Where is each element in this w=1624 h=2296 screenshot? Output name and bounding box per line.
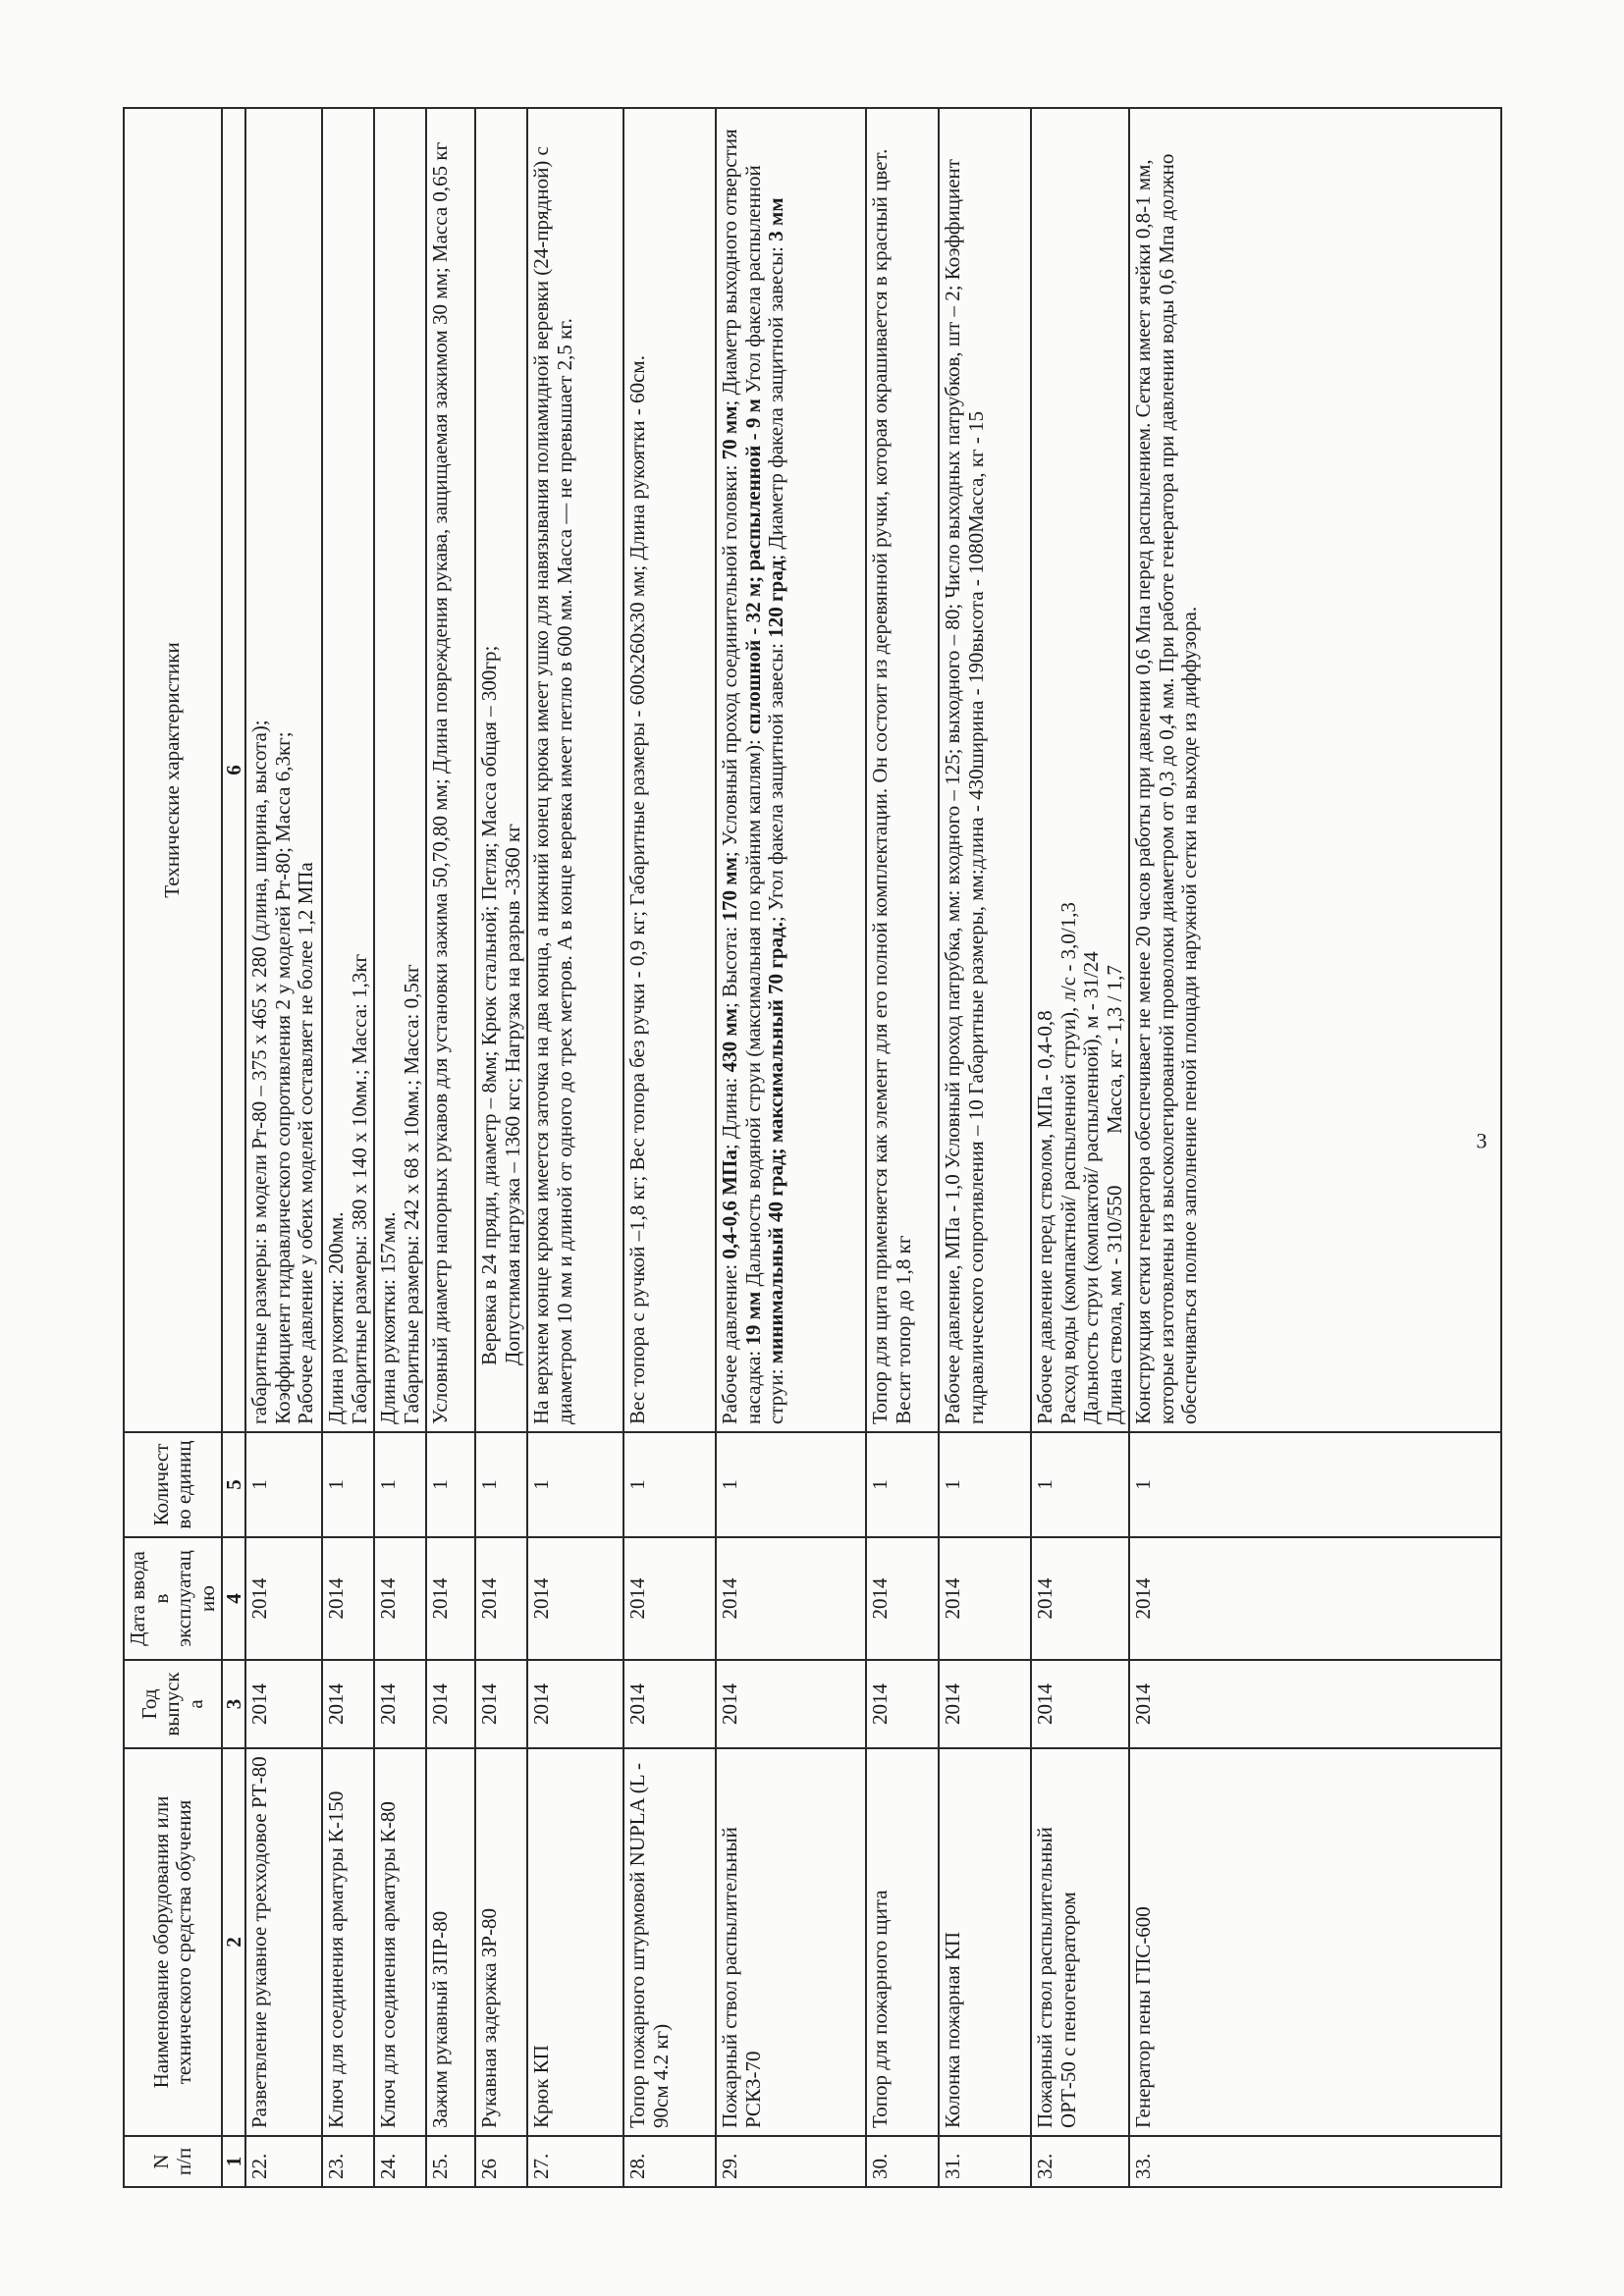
row-tech (426, 108, 475, 1432)
tech-line: Расход воды (компактной/ распыленной струи), л/с - 3,0/1,3 (1056, 902, 1080, 1424)
row-num: 31. (939, 2136, 1031, 2187)
row-year: 2014 (1129, 1660, 1501, 1748)
tech-line: Рабочее давление у обеих моделей составляет не более 1,2 МПа (294, 862, 318, 1424)
tech-text: Допустимая нагрузка – 1360 кгс; Нагрузка на разрыв -3360 кг (500, 824, 524, 1365)
row-qty: 1 (866, 1432, 939, 1537)
tech-line: габаритные размеры: в модели Рт-80 – 375 х 465 х 280 (длина, ширина, высота); (247, 720, 272, 1424)
table-row (1129, 108, 1501, 2187)
row-tech (1031, 108, 1129, 1432)
row-qty: 1 (1129, 1432, 1501, 1537)
tech-part: ; Условный проход соединительной головки: (718, 459, 742, 858)
tech-line: Рабочее давление перед стволом, МПа - 0,4-0,8 (1033, 1010, 1057, 1424)
row-num: 29. (716, 2136, 866, 2187)
row-qty: 1 (322, 1432, 374, 1537)
row-date: 2014 (866, 1537, 939, 1660)
row-name: Крюк КП (527, 1748, 623, 2136)
tech-part-bold: 170 мм (718, 857, 742, 922)
header-num: N п/п (124, 2136, 222, 2187)
row-date: 2014 (939, 1537, 1031, 1660)
col-number: 6 (222, 108, 245, 1432)
col-number: 2 (222, 1748, 245, 2136)
row-num: 27. (527, 2136, 623, 2187)
tech-part-bold: сплошной - 32 м; распыленной - 9 м (740, 399, 765, 734)
row-year: 2014 (716, 1660, 866, 1748)
row-tech (716, 108, 866, 1432)
row-num: 25. (426, 2136, 475, 2187)
col-number: 3 (222, 1660, 245, 1748)
table-row (716, 108, 866, 2187)
row-name: Топор для пожарного щита (866, 1748, 939, 2136)
tech-part: Рабочее давление: (718, 1258, 742, 1424)
header-date: Дата ввода в эксплуатацию (124, 1537, 222, 1660)
row-name: Ключ для соединения арматуры К-150 (322, 1748, 374, 2136)
equipment-table (123, 107, 1502, 2188)
table-row (866, 108, 939, 2187)
row-name: Зажим рукавный ЗПР-80 (426, 1748, 475, 2136)
row-date: 2014 (623, 1537, 716, 1660)
table-row (623, 108, 716, 2187)
row-date: 2014 (716, 1537, 866, 1660)
row-date: 2014 (475, 1537, 527, 1660)
row-date: 2014 (426, 1537, 475, 1660)
tech-line: Условный диаметр напорных рукавов для установки зажима 50,70,80 мм; Длина повреждения рукава, защищаемая зажимом 30 мм; Масса 0,65 кг (428, 141, 453, 1424)
row-year: 2014 (1031, 1660, 1129, 1748)
header-qty: Количество единиц (124, 1432, 222, 1537)
tech-part-bold: 19 мм (740, 1291, 765, 1346)
row-tech (475, 108, 527, 1432)
tech-part: ; Диаметр факела защитной завесы: (764, 240, 788, 561)
row-qty: 1 (426, 1432, 475, 1537)
row-tech (322, 108, 374, 1432)
tech-line (502, 116, 525, 1424)
tech-part-bold: 120 град (764, 560, 788, 638)
row-date: 2014 (245, 1537, 322, 1660)
row-year: 2014 (245, 1660, 322, 1748)
row-tech: Конструкция сетки генератора обеспечивает не менее 20 часов работы при давлении 0,6 Мпа перед распылением. Сетка имеет ячейки 0,8-1 мм, которые изготовлены из высоколегированной проволоки диаметром от 0,3 до 0,4 мм. При работе генератора при давлении воды 0,6 Мпа должно обеспечиваться полное заполнение пеной площади наружной сетки на выходе из диффузора. (1129, 108, 1501, 1432)
row-name: Генератор пены ГПС-600 (1129, 1748, 1501, 2136)
tech-line: Габаритные размеры: 380 х 140 х 10мм.; Масса: 1,3кг (347, 953, 371, 1424)
tech-part-bold: 3 мм (764, 197, 788, 241)
row-num: 28. (623, 2136, 716, 2187)
row-date: 2014 (527, 1537, 623, 1660)
row-name: Разветвление рукавное трехходовое РТ-80 (245, 1748, 322, 2136)
table-row (1031, 108, 1129, 2187)
row-date: 2014 (1031, 1537, 1129, 1660)
table-row (527, 108, 623, 2187)
tech-line: Длина рукоятки: 157мм. (376, 1211, 401, 1424)
row-num: 22. (245, 2136, 322, 2187)
row-tech (245, 108, 322, 1432)
tech-line: Длина рукоятки: 200мм. (324, 1211, 349, 1424)
table-row (426, 108, 475, 2187)
table-row (245, 108, 322, 2187)
tech-part: Дальность водяной струи (максимальная по крайним каплям): (740, 733, 765, 1292)
row-date: 2014 (1129, 1537, 1501, 1660)
tech-part: ; Высота: (718, 921, 742, 1009)
header-name: Наименование оборудования или технического средства обучения (124, 1748, 222, 2136)
table-row (374, 108, 426, 2187)
row-qty: 1 (716, 1432, 866, 1537)
tech-line (478, 116, 502, 1424)
tech-part: ; Длина: (718, 1072, 742, 1150)
row-num: 23. (322, 2136, 374, 2187)
header-tech: Технические характеристики (124, 108, 222, 1432)
tech-part-bold: 0,4-0,6 МПа (718, 1149, 742, 1259)
column-number-row (222, 108, 245, 2187)
row-tech: Вес топора с ручкой –1,8 кг; Вес топора без ручки - 0,9 кг; Габаритные размеры - 600х260х30 мм; Длина рукоятки - 60см. (623, 108, 716, 1432)
row-name: Топор пожарного штурмовой NUPLA (L - 90см 4.2 кг) (623, 1748, 716, 2136)
row-qty: 1 (475, 1432, 527, 1537)
tech-line: Длина ствола, мм - 310/550 Масса, кг - 1,3 / 1,7 (1102, 965, 1126, 1424)
row-date: 2014 (322, 1537, 374, 1660)
header-year: Год выпуска (124, 1660, 222, 1748)
row-year: 2014 (866, 1660, 939, 1748)
row-name: Рукавная задержка ЗР-80 (475, 1748, 527, 2136)
tech-part-bold: 430 мм (718, 1008, 742, 1073)
row-tech: Рабочее давление, МПа - 1,0 Условный проход патрубка, мм: входного – 125; выходного – 80; Число выходных патрубков, шт – 2; Коэффициент гидравлического сопротивления – 10 Габаритные размеры, мм:длина - 430ширина - 190высота - 1080Масса, кг - 15 (939, 108, 1031, 1432)
row-tech: На верхнем конце крюка имеется заточка на два конца, а нижний конец крюка имеет ушко для навязывания полиамидной веревки (24-прядной) с диаметром 10 мм и длиной от одного до трех метров. А в конце веревка имеет петлю в 600 мм. Масса — не превышает 2,5 кг. (527, 108, 623, 1432)
row-year: 2014 (374, 1660, 426, 1748)
row-year: 2014 (527, 1660, 623, 1748)
tech-line: Габаритные размеры: 242 х 68 х 10мм.; Масса: 0,5кг (399, 964, 423, 1424)
row-num: 32. (1031, 2136, 1129, 2187)
row-qty: 1 (245, 1432, 322, 1537)
row-year: 2014 (939, 1660, 1031, 1748)
row-qty: 1 (939, 1432, 1031, 1537)
row-qty: 1 (374, 1432, 426, 1537)
table-row (475, 108, 527, 2187)
tech-part: ; Угол факела защитной завесы: (764, 637, 788, 923)
col-number: 1 (222, 2136, 245, 2187)
tech-line: Коэффициент гидравлического сопротивления 2 у моделей Рт-80; Масса 6,3кг; (270, 731, 295, 1424)
table-header-row (124, 108, 222, 2187)
row-tech: Топор для щита применяется как элемент для его полной комплектации. Он состоит из деревянной ручки, которая окрашивается в красный цвет. Весит топор до 1,8 кг (866, 108, 939, 1432)
row-tech (374, 108, 426, 1432)
tech-part: ; Диаметр выходного отверстия насадка: (718, 129, 765, 1424)
row-num: 26 (475, 2136, 527, 2187)
tech-part: Угол факела распыленной струи: (740, 165, 788, 1424)
tech-line: Дальность струи (компактой/ распыленной), м - 31/24 (1079, 951, 1104, 1424)
table-row (939, 108, 1031, 2187)
row-year: 2014 (322, 1660, 374, 1748)
tech-part-bold: минимальный 40 град; максимальный 70 град. (764, 922, 788, 1364)
row-name: Колонка пожарная КП (939, 1748, 1031, 2136)
tech-part-bold: 70 мм (718, 405, 742, 460)
row-qty: 1 (527, 1432, 623, 1537)
row-year: 2014 (475, 1660, 527, 1748)
row-qty: 1 (1031, 1432, 1129, 1537)
row-name: Ключ для соединения арматуры К-80 (374, 1748, 426, 2136)
row-num: 33. (1129, 2136, 1501, 2187)
col-number: 5 (222, 1432, 245, 1537)
row-qty: 1 (623, 1432, 716, 1537)
page-number: 3 (1476, 1128, 1488, 1153)
row-name: Пожарный ствол распылительный ОРТ-50 с пеногенератором (1031, 1748, 1129, 2136)
col-number: 4 (222, 1537, 245, 1660)
row-date: 2014 (374, 1537, 426, 1660)
row-num: 30. (866, 2136, 939, 2187)
row-num: 24. (374, 2136, 426, 2187)
row-year: 2014 (426, 1660, 475, 1748)
row-name: Пожарный ствол распылительный РСКЗ-70 (716, 1748, 866, 2136)
table-row (322, 108, 374, 2187)
tech-text: Веревка в 24 пряди, диаметр – 8мм; Крюк стальной; Петля; Масса общая – 300гр; (477, 645, 502, 1365)
row-year: 2014 (623, 1660, 716, 1748)
